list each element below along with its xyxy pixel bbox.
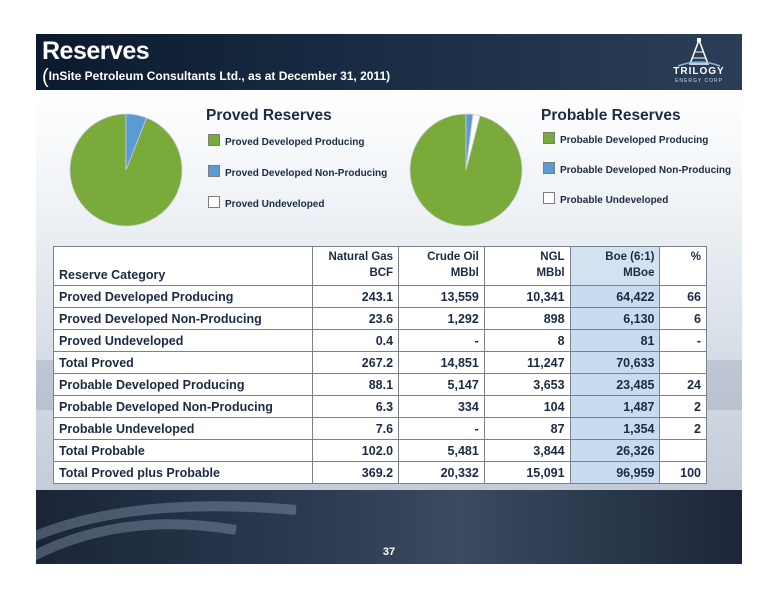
green-swatch xyxy=(543,132,555,144)
header-bar xyxy=(36,34,742,90)
cell-ngl: 87 xyxy=(484,418,570,440)
page-subtitle xyxy=(42,66,390,89)
subtitle-text: InSite Petroleum Consultants Ltd., as at December 31, 2011) xyxy=(48,69,391,83)
cell-boe: 1,487 xyxy=(570,396,660,418)
blue-swatch xyxy=(208,165,220,177)
pipes-image xyxy=(36,490,336,564)
cell-boe: 96,959 xyxy=(570,462,660,484)
page-title: Reserves xyxy=(42,37,150,65)
row-category: Total Proved xyxy=(54,352,313,374)
cell-oil: 14,851 xyxy=(399,352,485,374)
slide xyxy=(36,34,742,564)
cell-boe: 23,485 xyxy=(570,374,660,396)
cell-boe: 26,326 xyxy=(570,440,660,462)
row-category: Probable Developed Producing xyxy=(54,374,313,396)
derrick-icon xyxy=(664,38,734,68)
row-category: Total Probable xyxy=(54,440,313,462)
proved-legend-title: Proved Reserves xyxy=(206,107,332,124)
cell-ngl: 3,653 xyxy=(484,374,570,396)
cell-gas: 6.3 xyxy=(313,396,399,418)
probable-pie-chart xyxy=(406,110,526,230)
cell-gas: 23.6 xyxy=(313,308,399,330)
green-swatch xyxy=(208,134,220,146)
table-row xyxy=(54,374,707,396)
cell-oil: - xyxy=(399,330,485,352)
header-pct: % xyxy=(660,247,707,286)
table-row xyxy=(54,440,707,462)
row-category: Probable Undeveloped xyxy=(54,418,313,440)
cell-pct: 2 xyxy=(660,418,707,440)
cell-pct xyxy=(660,440,707,462)
cell-ngl: 15,091 xyxy=(484,462,570,484)
cell-gas: 88.1 xyxy=(313,374,399,396)
header-category: Reserve Category xyxy=(54,247,313,286)
table-header-row xyxy=(54,247,707,286)
cell-boe: 81 xyxy=(570,330,660,352)
cell-gas: 0.4 xyxy=(313,330,399,352)
cell-oil: 334 xyxy=(399,396,485,418)
cell-pct: 100 xyxy=(660,462,707,484)
cell-oil: - xyxy=(399,418,485,440)
probable-legend-item: Probable Undeveloped xyxy=(543,192,668,206)
cell-gas: 243.1 xyxy=(313,286,399,308)
logo-subtext: ENERGY CORP xyxy=(675,78,723,84)
row-category: Proved Developed Non-Producing xyxy=(54,308,313,330)
cell-pct: 6 xyxy=(660,308,707,330)
subtitle-paren: ( xyxy=(42,66,49,88)
page-number: 37 xyxy=(382,546,396,558)
probable-legend-item: Probable Developed Producing xyxy=(543,132,708,146)
blue-swatch xyxy=(543,162,555,174)
row-category: Proved Developed Producing xyxy=(54,286,313,308)
cell-boe: 1,354 xyxy=(570,418,660,440)
cell-oil: 13,559 xyxy=(399,286,485,308)
table-row xyxy=(54,308,707,330)
proved-legend-item: Proved Developed Non-Producing xyxy=(208,165,387,179)
cell-gas: 267.2 xyxy=(313,352,399,374)
cell-ngl: 10,341 xyxy=(484,286,570,308)
cell-pct: 2 xyxy=(660,396,707,418)
white-swatch xyxy=(543,192,555,204)
reserves-table xyxy=(53,246,707,484)
table-row xyxy=(54,286,707,308)
probable-legend-title: Probable Reserves xyxy=(541,107,681,124)
cell-ngl: 104 xyxy=(484,396,570,418)
cell-oil: 5,481 xyxy=(399,440,485,462)
table-row xyxy=(54,330,707,352)
row-category: Proved Undeveloped xyxy=(54,330,313,352)
cell-ngl: 3,844 xyxy=(484,440,570,462)
cell-pct: - xyxy=(660,330,707,352)
table-row xyxy=(54,396,707,418)
cell-gas: 7.6 xyxy=(313,418,399,440)
cell-pct: 66 xyxy=(660,286,707,308)
cell-pct xyxy=(660,352,707,374)
logo-name: TRILOGY xyxy=(673,66,725,77)
cell-oil: 5,147 xyxy=(399,374,485,396)
cell-boe: 6,130 xyxy=(570,308,660,330)
cell-gas: 369.2 xyxy=(313,462,399,484)
probable-legend-item: Probable Developed Non-Producing xyxy=(543,162,731,176)
row-category: Probable Developed Non-Producing xyxy=(54,396,313,418)
proved-pie-chart xyxy=(66,110,186,230)
header-boe: Boe (6:1) MBoe xyxy=(570,247,660,286)
table-row xyxy=(54,462,707,484)
cell-pct: 24 xyxy=(660,374,707,396)
table-row xyxy=(54,418,707,440)
white-swatch xyxy=(208,196,220,208)
header-ngl: NGL MBbl xyxy=(484,247,570,286)
header-oil: Crude Oil MBbl xyxy=(399,247,485,286)
company-logo xyxy=(664,38,734,86)
row-category: Total Proved plus Probable xyxy=(54,462,313,484)
cell-ngl: 898 xyxy=(484,308,570,330)
cell-oil: 20,332 xyxy=(399,462,485,484)
cell-gas: 102.0 xyxy=(313,440,399,462)
cell-oil: 1,292 xyxy=(399,308,485,330)
proved-legend-item: Proved Undeveloped xyxy=(208,196,324,210)
cell-ngl: 11,247 xyxy=(484,352,570,374)
cell-boe: 70,633 xyxy=(570,352,660,374)
cell-ngl: 8 xyxy=(484,330,570,352)
cell-boe: 64,422 xyxy=(570,286,660,308)
header-gas: Natural Gas BCF xyxy=(313,247,399,286)
proved-legend-item: Proved Developed Producing xyxy=(208,134,364,148)
table-row xyxy=(54,352,707,374)
